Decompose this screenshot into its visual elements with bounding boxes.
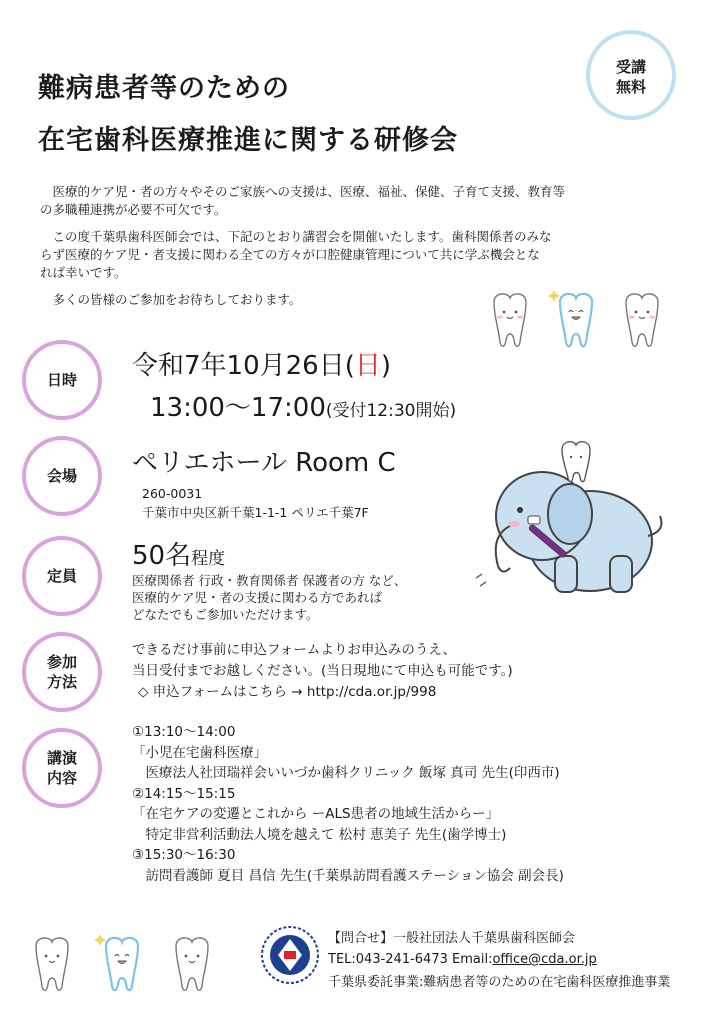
lecture-list <box>132 722 564 886</box>
date-label: 日時 <box>46 371 77 389</box>
elephant-illustration <box>470 436 675 606</box>
free-badge <box>586 30 676 120</box>
commission-note: 千葉県委託事業:難病患者等のための在宅歯科医療推進事業 <box>328 975 671 990</box>
lecture-item: 医療法人社団瑞祥会いいづか歯科クリニック 飯塚 真司 先生(印西市) <box>132 765 560 781</box>
method-line-2: 当日受付までお越しください。(当日現地にて申込も可能です。) <box>132 663 513 679</box>
venue-label-circle <box>22 436 102 516</box>
intro-line: らず医療的ケア児・者支援に関わる全ての方々が口腔健康管理について共に学ぶ機会とな <box>40 247 540 262</box>
contact-organization: 【問合せ】一般社団法人千葉県歯科医師会 <box>328 931 576 946</box>
application-form-link[interactable]: ◇ 申込フォームはこちら → http://cda.or.jp/998 <box>138 684 437 700</box>
venue-address: 千葉市中央区新千葉1-1-1 ペリエ千葉7F <box>142 505 369 520</box>
teeth-illustration-top <box>488 290 668 352</box>
tooth-icon <box>94 934 138 990</box>
capacity-note-3: どなたでもご参加いただけます。 <box>132 607 319 622</box>
lecture-item: ③15:30～16:30 <box>132 847 236 863</box>
intro-line: 医療的ケア児・者の方々やそのご家族への支援は、医療、福祉、保健、子育て支援、教育等 <box>40 184 566 199</box>
venue-postal-code: 260-0031 <box>142 486 203 501</box>
lecture-item: 「在宅ケアの変遷とこれから ーALS患者の地域生活からー」 <box>132 806 500 822</box>
capacity-label-circle <box>22 536 102 616</box>
contact-email-link[interactable]: office@cda.or.jp <box>492 952 597 967</box>
page-title-line1: 難病患者等のための <box>38 73 290 104</box>
tooth-icon <box>562 442 590 482</box>
page-title-line2: 在宅歯科医療推進に関する研修会 <box>38 125 458 156</box>
lecture-item: 訪問看護師 夏目 昌信 先生(千葉県訪問看護ステーション協会 副会長) <box>132 867 564 884</box>
tooth-icon <box>494 294 526 346</box>
reception-time-note: (受付12:30開始) <box>325 401 457 421</box>
teeth-illustration-bottom <box>30 934 220 994</box>
capacity-count <box>132 535 225 572</box>
tooth-icon <box>176 938 208 990</box>
intro-line: れば幸いです。 <box>40 265 127 280</box>
contact-tel-email <box>328 949 597 970</box>
capacity-number: 50名 <box>132 541 192 571</box>
method-label-circle <box>22 632 102 712</box>
lecture-label: 講演 内容 <box>46 749 77 787</box>
tooth-icon <box>548 290 592 346</box>
intro-line: の多職種連携が必要不可欠です。 <box>40 202 227 217</box>
lecture-item: 特定非営利活動法人境を越えて 松村 恵美子 先生(歯学博士) <box>132 826 507 843</box>
method-line-1: できるだけ事前に申込フォームよりお申込みのうえ、 <box>132 642 457 658</box>
event-date <box>132 345 391 382</box>
lecture-item: 「小児在宅歯科医療」 <box>132 744 267 761</box>
lecture-label-circle <box>22 728 102 808</box>
event-date-close: ) <box>380 351 392 381</box>
tooth-icon <box>626 294 658 346</box>
method-label: 参加 方法 <box>46 653 77 691</box>
date-label-circle <box>22 340 102 420</box>
capacity-label: 定員 <box>46 567 77 585</box>
intro-paragraph-1 <box>40 183 680 219</box>
lecture-item: ②14:15～15:15 <box>132 785 236 802</box>
badge-line2: 無料 <box>615 78 646 96</box>
contact-tel: TEL:043-241-6473 Email: <box>328 952 493 967</box>
intro-line: この度千葉県歯科医師会では、下記のとおり講習会を開催いたします。歯科関係者のみな <box>40 229 552 244</box>
lecture-item: ①13:10～14:00 <box>132 724 236 740</box>
association-logo <box>260 925 320 985</box>
venue-name: ペリエホール Room C <box>132 448 396 478</box>
event-time <box>150 387 456 424</box>
badge-line1: 受講 <box>615 58 646 76</box>
capacity-suffix: 程度 <box>191 549 226 569</box>
intro-paragraph-2 <box>40 228 680 282</box>
tooth-icon <box>36 938 68 990</box>
event-date-main: 令和7年10月26日( <box>132 351 355 381</box>
venue-label: 会場 <box>46 467 77 485</box>
capacity-note-2: 医療的ケア児・者の支援に関わる方であれば <box>132 590 383 605</box>
capacity-note-1: 医療関係者 行政・教育関係者 保護者の方 など、 <box>132 573 407 588</box>
intro-paragraph-3: 多くの皆様のご参加をお待ちしております。 <box>40 292 302 307</box>
event-time-range: 13:00～17:00 <box>150 393 326 423</box>
event-weekday: 日 <box>354 351 381 381</box>
